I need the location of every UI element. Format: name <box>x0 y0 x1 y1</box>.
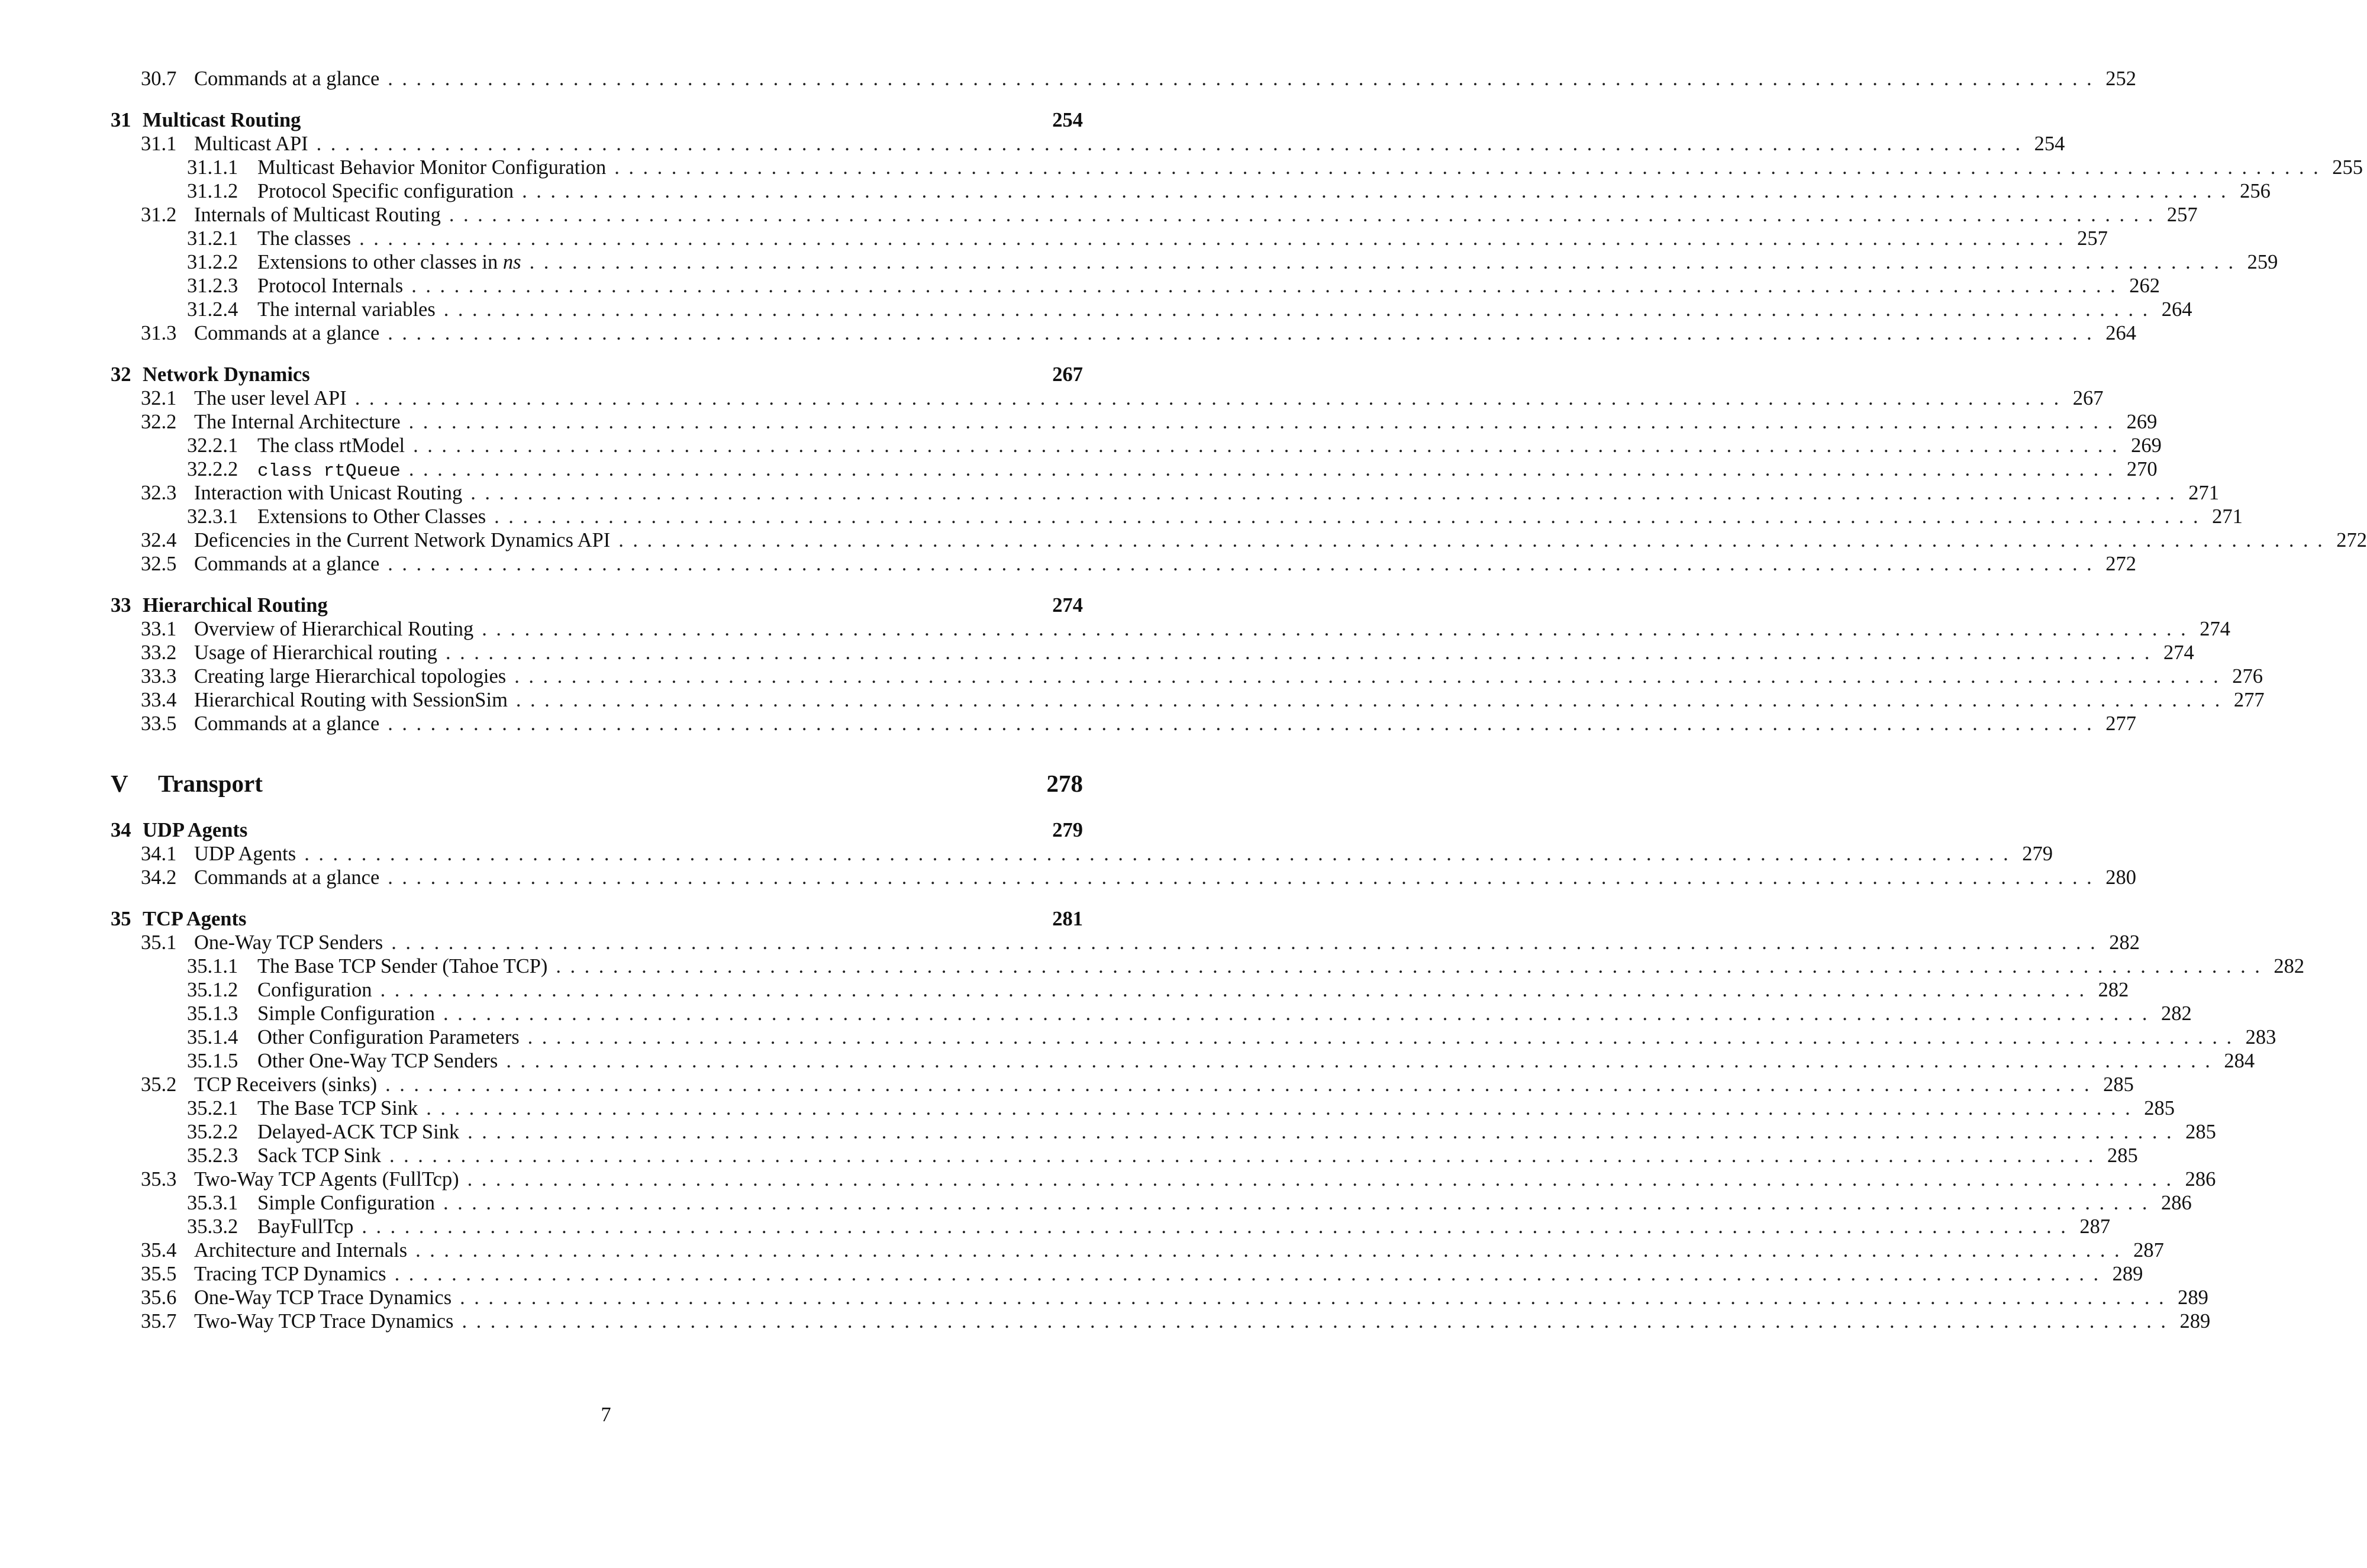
toc-entry-page: 256 <box>2240 180 2271 202</box>
toc-entry-subsection[interactable] <box>187 227 2108 250</box>
toc-entry-page: 257 <box>2166 204 2198 226</box>
toc-entry-number: 35 <box>111 908 131 930</box>
toc-entry-title-text: One-Way TCP Trace Dynamics <box>194 1286 452 1309</box>
toc-entry-number: 34 <box>111 819 131 841</box>
toc-leader-dots: ........................................................................................................................ <box>449 204 2162 226</box>
toc-entry-title <box>194 842 296 866</box>
toc-entry-title <box>194 617 473 641</box>
toc-entry-title <box>194 1073 377 1096</box>
toc-entry-title-text: The classes <box>257 227 351 250</box>
toc-entry-title-text: The Base TCP Sink <box>257 1097 418 1119</box>
toc-entry-title <box>194 712 379 735</box>
toc-entry-title <box>194 641 437 664</box>
toc-entry-title-text: Delayed-ACK TCP Sink <box>257 1121 460 1143</box>
toc-entry-title <box>194 528 610 552</box>
toc-entry-title-text: Internals of Multicast Routing <box>194 204 441 226</box>
toc-entry-title <box>257 1049 498 1073</box>
toc-entry-subsection[interactable] <box>187 156 2363 179</box>
toc-entry-title <box>257 954 547 978</box>
toc-leader-dots: ........................................................................................................................ <box>389 1144 2102 1167</box>
toc-entry-title-text: Extensions to Other Classes <box>257 505 486 528</box>
toc-entry-subsection[interactable] <box>187 298 2192 321</box>
toc-entry-page: 286 <box>2185 1168 2216 1190</box>
toc-entry-number: V <box>111 770 128 797</box>
toc-entry-title-text: Usage of Hierarchical routing <box>194 641 437 664</box>
toc-entry-section[interactable] <box>141 410 2158 434</box>
toc-leader-dots: ........................................................................................................................ <box>614 156 2328 179</box>
toc-entry-title-text: UDP Agents <box>194 843 296 865</box>
toc-entry-page: 282 <box>2109 931 2140 954</box>
toc-leader-dots: ........................................................................................................................ <box>316 133 2030 155</box>
toc-leader-dots: ........................................................................................................................ <box>388 712 2101 735</box>
toc-leader-dots: ........................................................................................................................ <box>462 1310 2175 1333</box>
toc-entry-page: 254 <box>2034 133 2065 155</box>
toc-entry-number: 33.2 <box>141 641 177 664</box>
toc-entry-number: 32 <box>111 363 131 386</box>
toc-entry-subsection[interactable] <box>187 1049 2255 1073</box>
toc-leader-dots: ........................................................................................................................ <box>354 387 2068 409</box>
toc-entry-page: 285 <box>2185 1121 2216 1143</box>
toc-entry-page: 289 <box>2112 1263 2143 1285</box>
toc-leader-dots: ........................................................................................................................ <box>443 1192 2156 1214</box>
toc-entry-page: 274 <box>2200 618 2231 640</box>
toc-entry-number: 32.3.1 <box>187 505 238 528</box>
toc-entry-section[interactable] <box>141 203 2198 227</box>
toc-leader-dots: ........................................................................................................................ <box>408 411 2122 433</box>
toc-entry-title <box>257 1191 435 1215</box>
toc-entry-page: 287 <box>2079 1215 2111 1238</box>
toc-entry-title-text: TCP Agents <box>143 908 247 930</box>
toc-entry-page: 254 <box>1052 109 1083 131</box>
toc-entry-section[interactable] <box>141 641 2194 664</box>
toc-entry-number: 33 <box>111 594 131 617</box>
toc-entry-page: 255 <box>2332 156 2363 179</box>
toc-leader-dots: ........................................................................................................................ <box>388 553 2101 575</box>
toc-leader-dots: ........................................................................................................................ <box>527 1026 2241 1048</box>
toc-entry-section[interactable] <box>141 528 2367 552</box>
toc-entry-title-text: Sack TCP Sink <box>257 1144 381 1167</box>
toc-entry-subsection[interactable] <box>187 434 2162 457</box>
toc-entry-page: 283 <box>2245 1026 2276 1048</box>
toc-leader-dots: ........................................................................................................................ <box>380 979 2094 1001</box>
toc-entry-title-text: Multicast Behavior Monitor Configuration <box>257 156 607 179</box>
toc-entry-section[interactable] <box>141 1286 2208 1309</box>
toc-entry-title-text: TCP Receivers (sinks) <box>194 1073 378 1096</box>
toc-entry-title-text: Configuration <box>257 979 372 1001</box>
toc-entry-title-text: The user level API <box>194 387 347 409</box>
toc-entry-title <box>143 363 310 386</box>
toc-entry-chapter[interactable] <box>111 363 1083 386</box>
toc-entry-title-text: Two-Way TCP Trace Dynamics <box>194 1310 454 1333</box>
toc-entry-number: 32.5 <box>141 553 177 575</box>
toc-entry-title-text: Protocol Internals <box>257 275 404 297</box>
toc-entry-page: 271 <box>2212 505 2243 528</box>
toc-entry-title <box>257 179 514 203</box>
toc-entry-title <box>194 386 347 410</box>
toc-entry-number: 32.3 <box>141 482 177 504</box>
toc-leader-dots: ........................................................................................................................ <box>443 298 2157 321</box>
toc-entry-subsection[interactable] <box>187 505 2243 528</box>
toc-entry-title <box>143 907 246 931</box>
toc-entry-title-text: Two-Way TCP Agents (FullTcp) <box>194 1168 459 1190</box>
toc-entry-number: 35.2 <box>141 1073 177 1096</box>
toc-entry-title <box>257 1025 520 1049</box>
toc-entry-section[interactable] <box>141 1238 2164 1262</box>
toc-entry-title <box>194 1309 453 1333</box>
toc-entry-number: 31.2.3 <box>187 275 238 297</box>
toc-leader-dots: ........................................................................................................................ <box>482 618 2195 640</box>
toc-entry-number: 33.4 <box>141 689 177 711</box>
toc-entry-title-text: Transport <box>158 770 263 797</box>
toc-leader-dots: ........................................................................................................................ <box>445 641 2159 664</box>
toc-entry-subsection[interactable] <box>187 1144 2138 1167</box>
toc-entry-title-text: Commands at a glance <box>194 712 380 735</box>
toc-leader-dots: ........................................................................................................................ <box>408 458 2122 480</box>
toc-entry-section[interactable] <box>141 481 2219 505</box>
toc-entry-page: 262 <box>2129 275 2160 297</box>
toc-entry-page: 277 <box>2233 689 2265 711</box>
toc-leader-dots: ........................................................................................................................ <box>426 1097 2140 1119</box>
toc-entry-title-text: One-Way TCP Senders <box>194 931 383 954</box>
toc-entry-number: 31.2 <box>141 204 177 226</box>
toc-entry-chapter[interactable] <box>111 108 1083 132</box>
toc-entry-title-text: BayFullTcp <box>257 1215 354 1238</box>
toc-entry-page: 285 <box>2144 1097 2175 1119</box>
toc-entry-number: 33.5 <box>141 712 177 735</box>
toc-entry-title <box>143 593 328 617</box>
toc-entry-page: 271 <box>2188 482 2219 504</box>
toc-entry-title <box>158 769 263 798</box>
toc-entry-title-text: Tracing TCP Dynamics <box>194 1263 386 1285</box>
toc-entry-number: 35.1.1 <box>187 955 238 977</box>
toc-entry-page: 264 <box>2105 322 2137 344</box>
toc-entry-page: 287 <box>2133 1239 2164 1262</box>
toc-entry-title <box>143 818 247 842</box>
toc-entry-page: 270 <box>2126 458 2158 480</box>
toc-entry-number: 35.2.2 <box>187 1121 238 1143</box>
toc-entry-section[interactable] <box>141 1073 2134 1096</box>
toc-entry-page: 282 <box>2098 979 2129 1001</box>
toc-entry-page: 279 <box>2022 843 2053 865</box>
toc-entry-title <box>194 1262 386 1286</box>
toc-entry-page: 278 <box>1046 770 1083 797</box>
toc-entry-subsection[interactable] <box>187 179 2271 203</box>
toc-entry-title <box>194 866 379 889</box>
toc-entry-number: 31.1 <box>141 133 177 155</box>
toc-entry-title-text: The Base TCP Sender (Tahoe TCP) <box>257 955 548 977</box>
toc-entry-title <box>257 1144 381 1167</box>
toc-entry-number: 34.1 <box>141 843 177 865</box>
toc-entry-number: 32.2.2 <box>187 458 238 480</box>
toc-entry-number: 34.2 <box>141 866 177 889</box>
toc-entry-title-text: The class rtModel <box>257 434 405 457</box>
toc-entry-title-text: Deficencies in the Current Network Dynamics API <box>194 529 611 551</box>
toc-leader-dots: ........................................................................................................................ <box>411 275 2125 297</box>
toc-entry-title-text: Architecture and Internals <box>194 1239 408 1262</box>
toc-entry-title-text: Interaction with Unicast Routing <box>194 482 463 504</box>
toc-leader-dots: ........................................................................................................................ <box>522 180 2236 202</box>
toc-leader-dots: ........................................................................................................................ <box>394 1263 2108 1285</box>
toc-entry-page: 285 <box>2103 1073 2134 1096</box>
toc-entry-section[interactable] <box>141 712 2137 735</box>
toc-leader-dots: ........................................................................................................................ <box>618 529 2332 551</box>
toc-entry-title-text: Multicast Routing <box>143 109 301 131</box>
toc-entry-number: 35.2.1 <box>187 1097 238 1119</box>
toc-entry-section[interactable] <box>141 321 2137 345</box>
toc-leader-dots: ........................................................................................................................ <box>385 1073 2099 1096</box>
toc-entry-subsection[interactable] <box>187 274 2160 298</box>
toc-entry-page: 284 <box>2224 1050 2255 1072</box>
toc-entry-number: 35.3 <box>141 1168 177 1190</box>
toc-leader-dots: ........................................................................................................................ <box>467 1121 2181 1143</box>
toc-entry-number: 35.2.3 <box>187 1144 238 1167</box>
toc-entry-section[interactable] <box>141 552 2137 576</box>
toc-entry-number: 30.7 <box>141 67 177 90</box>
toc-entry-number: 31 <box>111 109 131 131</box>
toc-entry-title-text: Extensions to other classes in <box>257 251 503 273</box>
toc-entry-title-text: Commands at a glance <box>194 553 380 575</box>
toc-entry-subsection[interactable] <box>187 1096 2175 1120</box>
toc-leader-dots: ........................................................................................................................ <box>388 67 2101 90</box>
toc-entry-title <box>194 132 308 156</box>
toc-entry-number: 35.1.2 <box>187 979 238 1001</box>
toc-entry-page: 252 <box>2105 67 2137 90</box>
toc-entry-section[interactable] <box>141 617 2231 641</box>
toc-entry-number: 35.4 <box>141 1239 177 1262</box>
toc-entry-page: 280 <box>2105 866 2137 889</box>
toc-entry-chapter[interactable] <box>111 818 1083 842</box>
toc-entry-section[interactable] <box>141 866 2137 889</box>
toc-entry-title <box>257 250 521 274</box>
toc-entry-title <box>194 203 441 227</box>
toc-entry-title-text: Commands at a glance <box>194 866 380 889</box>
toc-entry-number: 31.1.1 <box>187 156 238 179</box>
toc-entry-page: 277 <box>2105 712 2137 735</box>
toc-entry-title-text: Simple Configuration <box>257 1192 435 1214</box>
toc-entry-title <box>257 978 372 1002</box>
toc-entry-title-text: Hierarchical Routing <box>143 594 328 617</box>
toc-entry-page: 257 <box>2077 227 2108 250</box>
toc-entry-page: 267 <box>1052 363 1083 386</box>
toc-entry-number: 33.1 <box>141 618 177 640</box>
toc-entry-title-text: The Internal Architecture <box>194 411 401 433</box>
toc-entry-title-text: The internal variables <box>257 298 436 321</box>
toc-entry-section[interactable] <box>141 664 2263 688</box>
toc-entry-page: 269 <box>2126 411 2158 433</box>
toc-entry-title-text: class rtQueue <box>257 461 401 482</box>
toc-entry-page: 282 <box>2274 955 2305 977</box>
toc-entry-number: 35.1.4 <box>187 1026 238 1048</box>
toc-entry-title <box>194 552 379 576</box>
toc-entry-title <box>194 410 401 434</box>
toc-entry-number: 35.5 <box>141 1263 177 1285</box>
toc-entry-subsection[interactable] <box>187 978 2129 1002</box>
toc-entry-number: 32.4 <box>141 529 177 551</box>
toc-entry-number: 32.2 <box>141 411 177 433</box>
toc-entry-title-text: Overview of Hierarchical Routing <box>194 618 474 640</box>
toc-entry-number: 35.1.5 <box>187 1050 238 1072</box>
toc-entry-chapter[interactable] <box>111 593 1083 617</box>
page-number: 7 <box>601 1404 611 1426</box>
toc-entry-number: 35.3.1 <box>187 1192 238 1214</box>
toc-entry-title-text: UDP Agents <box>143 819 248 841</box>
toc-entry-subsection[interactable] <box>187 1191 2192 1215</box>
toc-entry-subsection[interactable] <box>187 1002 2192 1025</box>
toc-entry-section[interactable] <box>141 386 2104 410</box>
toc-entry-title <box>194 1286 452 1309</box>
toc-leader-dots: ........................................................................................................................ <box>362 1215 2075 1238</box>
toc-entry-number: 35.6 <box>141 1286 177 1309</box>
toc-entry-title <box>194 664 506 688</box>
toc-leader-dots: ........................................................................................................................ <box>515 689 2229 711</box>
toc-entry-number: 35.7 <box>141 1310 177 1333</box>
toc-leader-dots: ........................................................................................................................ <box>529 251 2243 273</box>
toc-entry-number: 35.1 <box>141 931 177 954</box>
toc-entry-page: 269 <box>2131 434 2162 457</box>
toc-entry-number: 31.3 <box>141 322 177 344</box>
toc-entry-subsection[interactable] <box>187 1025 2276 1049</box>
toc-entry-title <box>257 1120 459 1144</box>
toc-leader-dots: ........................................................................................................................ <box>388 322 2101 344</box>
toc-entry-number: 35.3.2 <box>187 1215 238 1238</box>
toc-entry-page: 264 <box>2161 298 2192 321</box>
toc-leader-dots: ........................................................................................................................ <box>514 665 2228 688</box>
toc-entry-page: 281 <box>1052 908 1083 930</box>
toc-entry-page: 272 <box>2336 529 2367 551</box>
toc-entry-section[interactable] <box>141 67 2137 91</box>
toc-entry-title <box>194 481 462 505</box>
toc-entry-title-text: Commands at a glance <box>194 322 380 344</box>
toc-entry-title-text: Other Configuration Parameters <box>257 1026 520 1048</box>
toc-entry-subsection[interactable] <box>187 954 2305 978</box>
toc-entry-title <box>257 434 405 457</box>
toc-entry-number: 32.2.1 <box>187 434 238 457</box>
toc-entry-number: 33.3 <box>141 665 177 688</box>
toc-entry-title <box>143 108 301 132</box>
toc-leader-dots: ........................................................................................................................ <box>391 931 2105 954</box>
toc-entry-page: 272 <box>2105 553 2137 575</box>
toc-entry-title <box>257 460 401 483</box>
toc-entry-number: 31.1.2 <box>187 180 238 202</box>
toc-entry-page: 282 <box>2160 1002 2192 1025</box>
toc-entry-title-text: Protocol Specific configuration <box>257 180 514 202</box>
toc-entry-number: 35.1.3 <box>187 1002 238 1025</box>
toc-leader-dots: ........................................................................................................................ <box>470 482 2184 504</box>
toc-leader-dots: ........................................................................................................................ <box>415 1239 2129 1262</box>
toc-leader-dots: ........................................................................................................................ <box>494 505 2208 528</box>
toc-entry-subsection[interactable] <box>187 1120 2216 1144</box>
toc-entry-page: 267 <box>2072 387 2104 409</box>
toc-entry-subsection[interactable] <box>187 250 2278 274</box>
toc-entry-subsection[interactable] <box>187 457 2158 482</box>
toc-entry-section[interactable] <box>141 1309 2211 1333</box>
toc-entry-title <box>194 321 379 345</box>
toc-entry-title-text: Multicast API <box>194 133 308 155</box>
toc-entry-title <box>194 1238 407 1262</box>
toc-entry-part[interactable] <box>111 769 1083 798</box>
toc-leader-dots: ........................................................................................................................ <box>467 1168 2181 1190</box>
toc-entry-title-text: Hierarchical Routing with SessionSim <box>194 689 508 711</box>
toc-entry-title-text: Creating large Hierarchical topologies <box>194 665 507 688</box>
toc-entry-title-text: Network Dynamics <box>143 363 310 386</box>
toc-entry-title <box>257 298 436 321</box>
toc-entry-title <box>194 67 379 91</box>
toc-entry-number: 31.2.4 <box>187 298 238 321</box>
toc-entry-title <box>194 1167 459 1191</box>
toc-entry-title-text: Simple Configuration <box>257 1002 435 1025</box>
toc-entry-title <box>257 1096 418 1120</box>
toc-entry-page: 286 <box>2160 1192 2192 1214</box>
toc-entry-title <box>257 156 606 179</box>
toc-entry-page: 289 <box>2179 1310 2211 1333</box>
toc-entry-title-text: Other One-Way TCP Senders <box>257 1050 498 1072</box>
toc-leader-dots: ........................................................................................................................ <box>460 1286 2173 1309</box>
toc-entry-page: 289 <box>2178 1286 2208 1309</box>
toc-leader-dots: ........................................................................................................................ <box>443 1002 2156 1025</box>
toc-leader-dots: ........................................................................................................................ <box>506 1050 2220 1072</box>
toc-entry-title-text: Commands at a glance <box>194 67 380 90</box>
toc-entry-section[interactable] <box>141 688 2265 712</box>
toc-entry-section[interactable] <box>141 132 2065 156</box>
toc-leader-dots: ........................................................................................................................ <box>556 955 2269 977</box>
toc-leader-dots: ........................................................................................................................ <box>359 227 2073 250</box>
toc-entry-page: 276 <box>2232 665 2263 688</box>
toc-leader-dots: ........................................................................................................................ <box>413 434 2127 457</box>
toc-entry-subsection[interactable] <box>187 1215 2111 1238</box>
toc-entry-title <box>257 505 486 528</box>
toc-entry-page: 274 <box>2163 641 2194 664</box>
toc-entry-page: 259 <box>2247 251 2278 273</box>
toc-entry-page: 285 <box>2107 1144 2138 1167</box>
toc-entry-title <box>257 227 351 250</box>
toc-entry-number: 31.2.2 <box>187 251 238 273</box>
toc-entry-title-emphasis: ns <box>502 251 521 273</box>
toc-leader-dots: ........................................................................................................................ <box>304 843 2018 865</box>
toc-entry-page: 279 <box>1052 819 1083 841</box>
toc-entry-title <box>194 688 508 712</box>
toc-entry-page: 274 <box>1052 594 1083 617</box>
toc-entry-section[interactable] <box>141 1167 2216 1191</box>
toc-entry-title <box>194 931 383 954</box>
toc-entry-title <box>257 1215 353 1238</box>
toc-leader-dots: ........................................................................................................................ <box>388 866 2101 889</box>
toc-entry-number: 31.2.1 <box>187 227 238 250</box>
toc-entry-chapter[interactable] <box>111 907 1083 931</box>
toc-entry-section[interactable] <box>141 931 2140 954</box>
toc-entry-section[interactable] <box>141 842 2053 866</box>
toc-entry-title <box>257 274 403 298</box>
toc-entry-section[interactable] <box>141 1262 2143 1286</box>
toc-entry-title <box>257 1002 435 1025</box>
toc-entry-number: 32.1 <box>141 387 177 409</box>
